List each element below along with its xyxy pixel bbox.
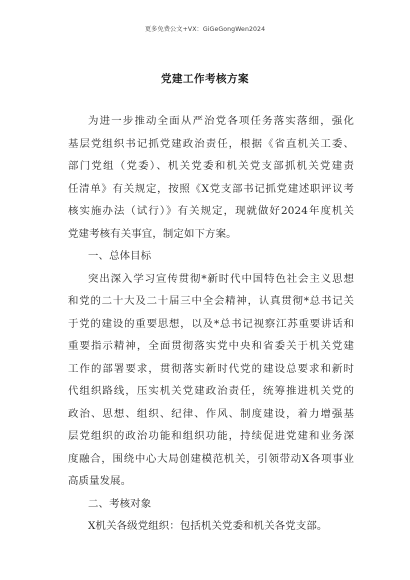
section-heading: 一、总体目标 <box>88 250 152 262</box>
paragraph-line: 任清单》有关规定，按照《X党支部书记抓党建述职评议考 <box>68 182 354 195</box>
header-note: 更多免费公文+VX：GiGeGongWen2024 <box>144 26 266 33</box>
paragraph-line: 层党组织的政治功能和组织功能，持续促进党建和业务深 <box>68 430 354 442</box>
paragraph-line: 政治、思想、组织、纪律、作风、制度建设，着力增强基 <box>68 407 354 420</box>
section-heading: 二、考核对象 <box>88 497 152 510</box>
paragraph-line: 代组织路线，压实机关党建政治责任，统筹推进机关党的 <box>68 385 354 397</box>
paragraph-line: 部门党组（党委）、机关党委和机关党支部抓机关党建责 <box>68 160 354 172</box>
paragraph-line: 基层党组织书记抓党建政治责任，根据《省直机关工委、 <box>68 137 354 150</box>
paragraph-line: 工作的部署要求，贯彻落实新时代党的建设总要求和新时 <box>68 362 354 375</box>
paragraph-line: 度融合，围绕中心大局创建模范机关，引领带动X各项事业 <box>68 452 354 465</box>
paragraph-line: 党建考核有关事宜，制定如下方案。 <box>68 227 237 240</box>
paragraph-line: 为进一步推动全面从严治党各项任务落实落细，强化 <box>88 115 354 127</box>
document-body <box>68 110 354 538</box>
paragraph-line: 重要指示精神，全面贯彻落实党中央和省委关于机关党建 <box>68 340 354 352</box>
paragraph-line: 突出深入学习宣传贯彻*新时代中国特色社会主义思想 <box>88 272 354 285</box>
paragraph-line: X机关各级党组织：包括机关党委和机关各党支部。 <box>88 520 328 532</box>
paragraph-line: 和党的二十大及二十届三中全会精神，认真贯彻*总书记关 <box>68 295 354 307</box>
paragraph-line: 于党的建设的重要思想，以及*总书记视察江苏重要讲话和 <box>68 317 354 330</box>
paragraph-line: 高质量发展。 <box>68 475 132 487</box>
document-title: 党建工作考核方案 <box>161 73 249 85</box>
paragraph-line: 核实施办法（试行）》有关规定，现就做好2024年度机关 <box>68 205 354 217</box>
